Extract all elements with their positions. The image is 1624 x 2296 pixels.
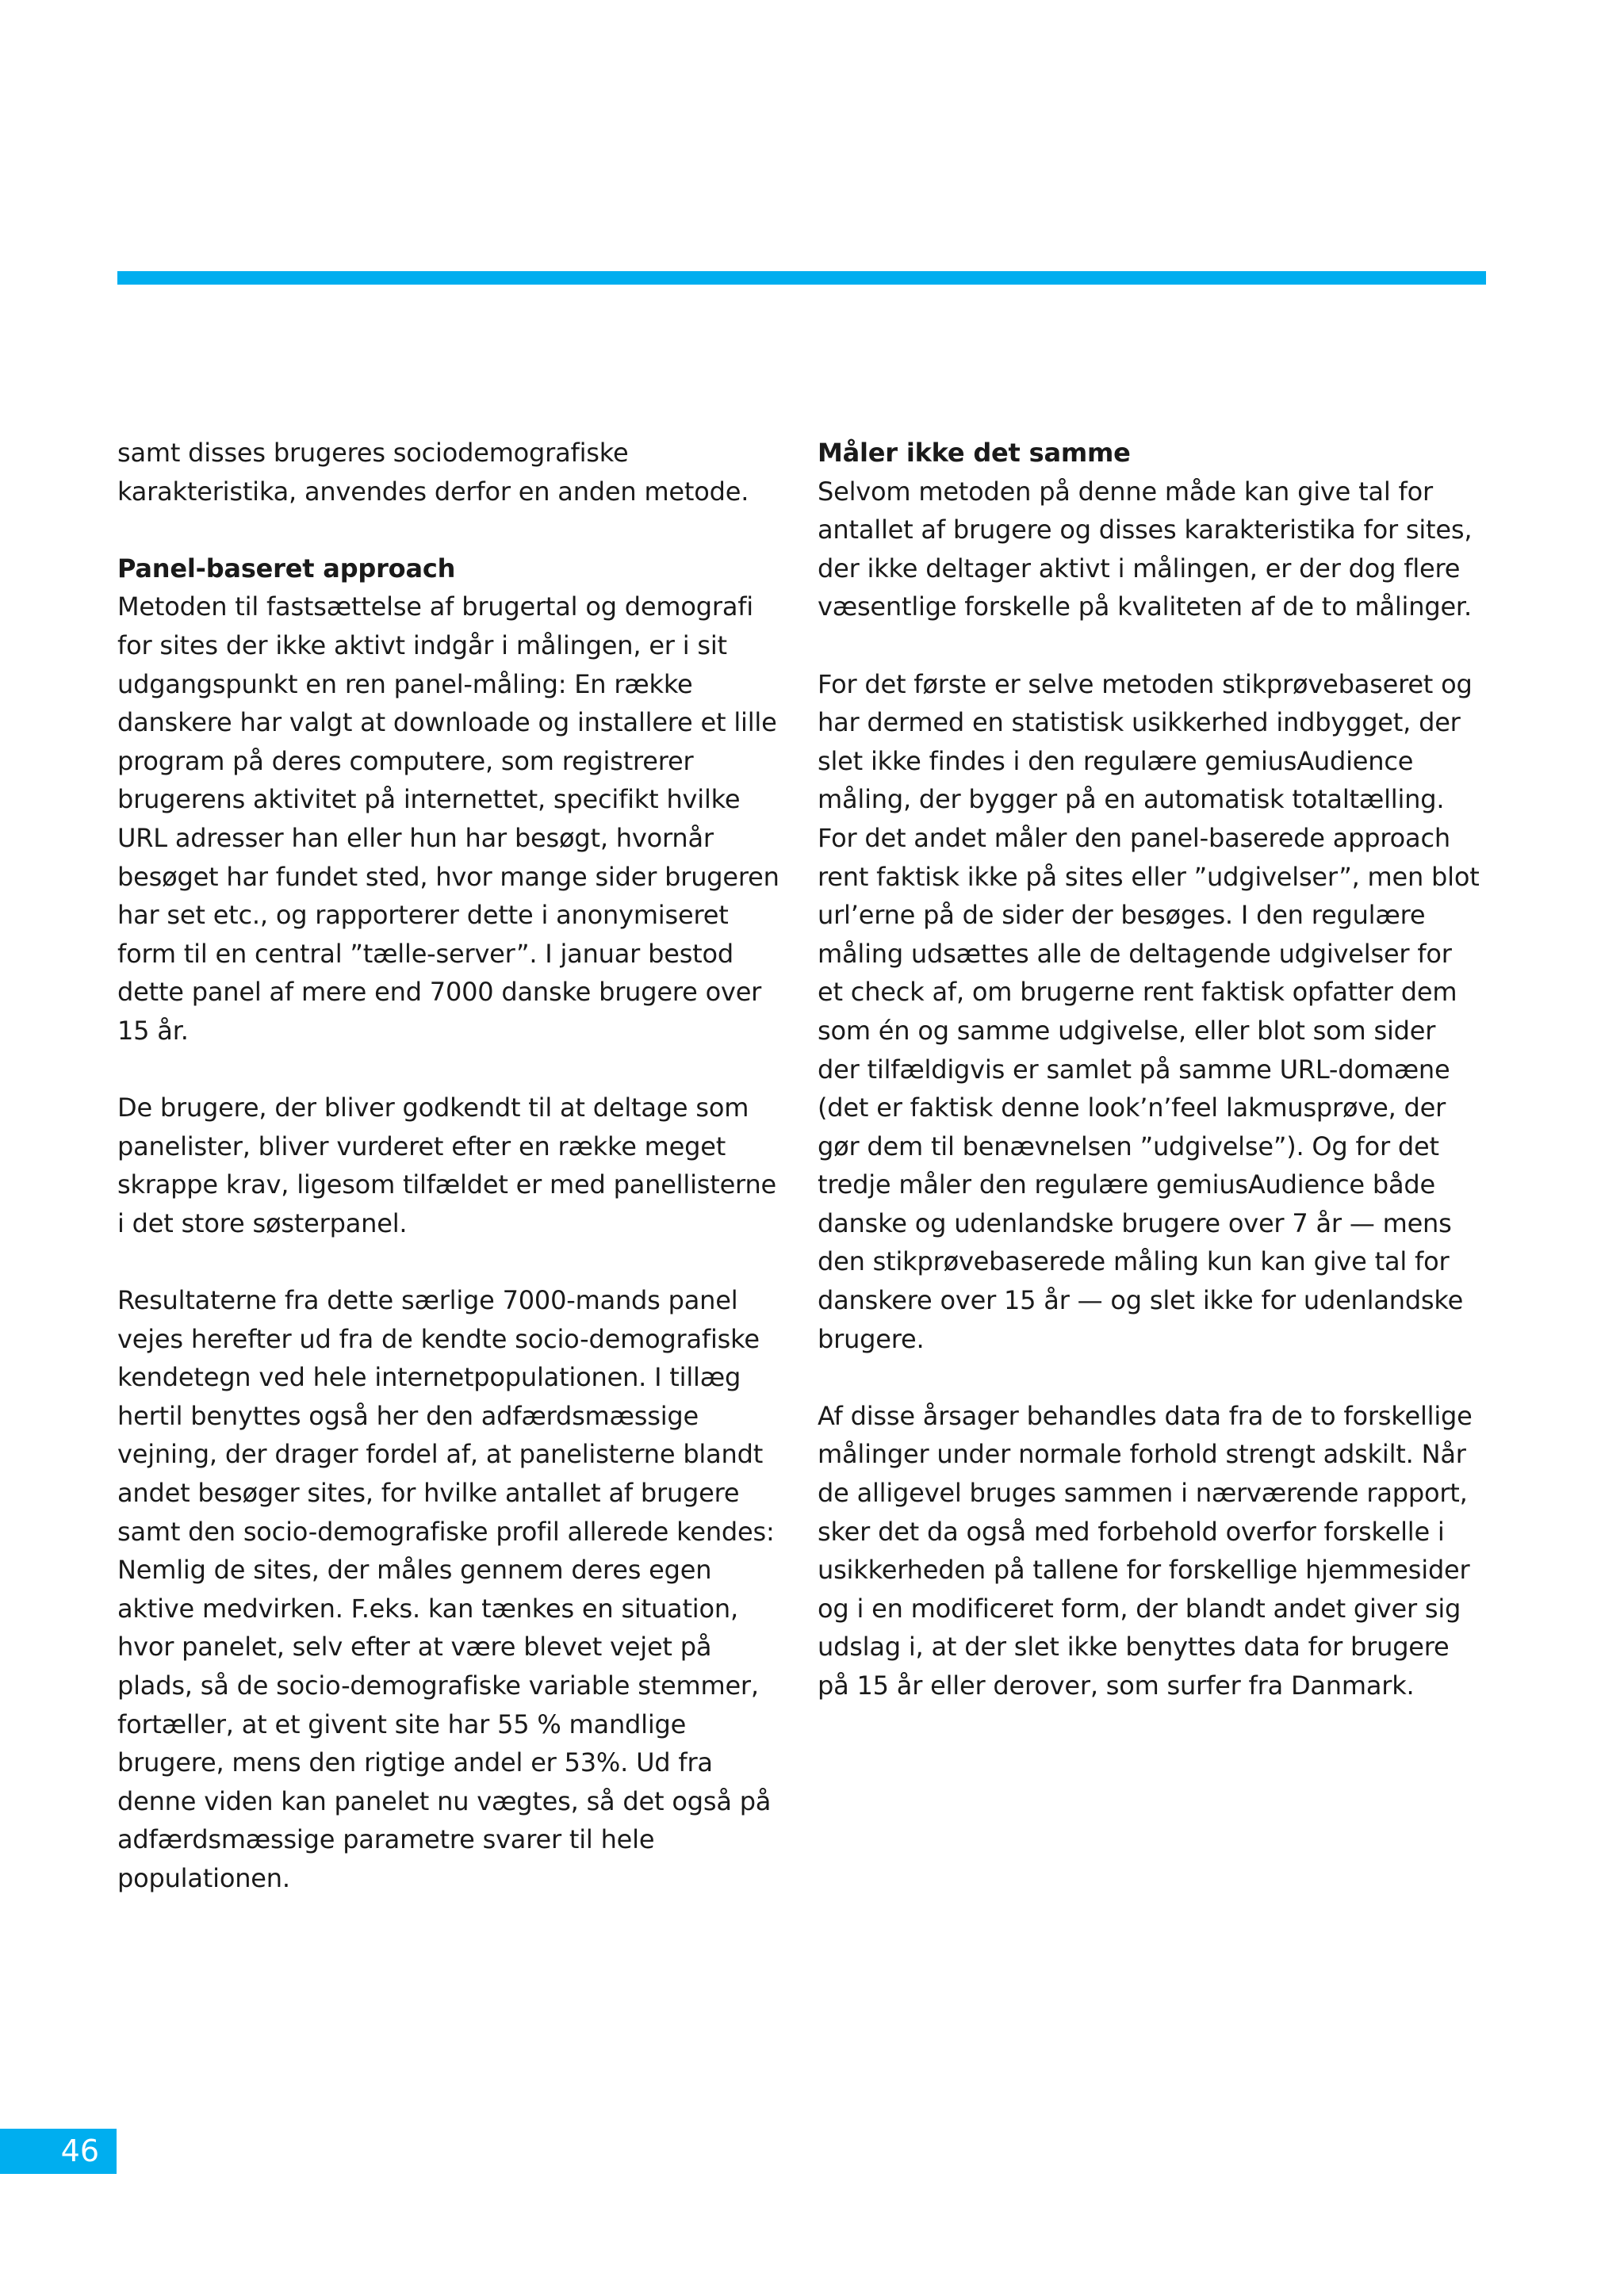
paragraph-weighting: Resultaterne fra dette særlige 7000-mands panel vejes herefter ud fra de kendte socio-demografiske kendetegn ved hele internetpopulationen. I tillæg hertil benyttes også her den adfærdsmæssige vejning, der drager fordel af, at panelisterne blandt andet besøger sites, for hvilke antallet af brugere samt den socio-demografiske profil allerede kendes: Nemlig de sites, der måles gennem deres egen aktive medvirken. F.eks. kan tænkes en situation, hvor panelet, selv efter at være blevet vejet på plads, så de socio-demografiske variable stemmer, fortæller, at et givent site har 55 % mandlige brugere, mens den rigtige andel er 53%. Ud fra denne viden kan panelet nu vægtes, så det også på adfærdsmæssige parametre svarer til hele populationen. [117, 1285, 775, 1893]
paragraph-differences: Selvom metoden på denne måde kan give tal for antallet af brugere og disses karakteristika for sites, der ikke deltager aktivt i målingen, er der dog flere væsentlige forskelle på kvaliteten af de to målinger. [818, 476, 1473, 622]
paragraph-panel-method: Metoden til fastsættelse af brugertal og demografi for sites der ikke aktivt indgår i målingen, er i sit udgangspunkt en ren panel-måling: En række danskere har valgt at downloade og installere et lille program på deres computere, som registrerer brugerens aktivitet på internettet, specifikt hvilke URL adresser han eller hun har besøgt, hvornår besøget har fundet sted, hvor mange sider brugeren har set etc., og rapporterer dette i anonymiseret form til en central ”tælle-server”. I januar bestod dette panel af mere end 7000 danske brugere over 15 år. [117, 591, 779, 1046]
paragraph-panelists: De brugere, der bliver godkendt til at deltage som panelister, bliver vurderet efter en række meget skrappe krav, ligesom tilfældet er med panellisterne i det store søsterpanel. [117, 1093, 777, 1238]
paragraph-conclusion: Af disse årsager behandles data fra de to forskellige målinger under normale forhold strengt adskilt. Når de alligevel bruges sammen i nærværende rapport, sker det da også med forbehold overfor forskelle i usikkerheden på tallene for forskellige hjemmesider og i en modificeret form, der blandt andet giver sig udslag i, at der slet ikke benyttes data for brugere på 15 år eller derover, som surfer fra Danmark. [818, 1400, 1473, 1701]
top-accent-rule [117, 271, 1486, 285]
intro-paragraph: samt disses brugeres sociodemografiske karakteristika, anvendes derfor en anden metode. [117, 438, 749, 507]
paragraph-reasons: For det første er selve metoden stikprøvebaseret og har dermed en statistisk usikkerhed indbygget, der slet ikke findes i den regulære gemiusAudience måling, der bygger på en automatisk totaltælling. For det andet måler den panel-baserede approach rent faktisk ikke på sites eller ”udgivelser”, men blot url’erne på de sider der besøges. I den regulære måling udsættes alle de deltagende udgivelser for et check af, om brugerne rent faktisk opfatter dem som én og samme udgivelse, eller blot som sider der tilfældigvis er samlet på samme URL-domæne (det er faktisk denne look’n’feel lakmusprøve, der gør dem til benævnelsen ”udgivelse”). Og for det tredje måler den regulære gemiusAudience både danske og udenlandske brugere over 7 år — mens den stikprøvebaserede måling kun kan give tal for danskere over 15 år — og slet ikke for udenlandske brugere. [818, 668, 1480, 1354]
section-heading-not-same: Måler ikke det samme [818, 438, 1131, 468]
page-number: 46 [0, 2129, 117, 2174]
left-column [117, 434, 783, 1898]
right-column [818, 434, 1484, 1705]
section-heading-panel-approach: Panel-baseret approach [117, 553, 456, 584]
